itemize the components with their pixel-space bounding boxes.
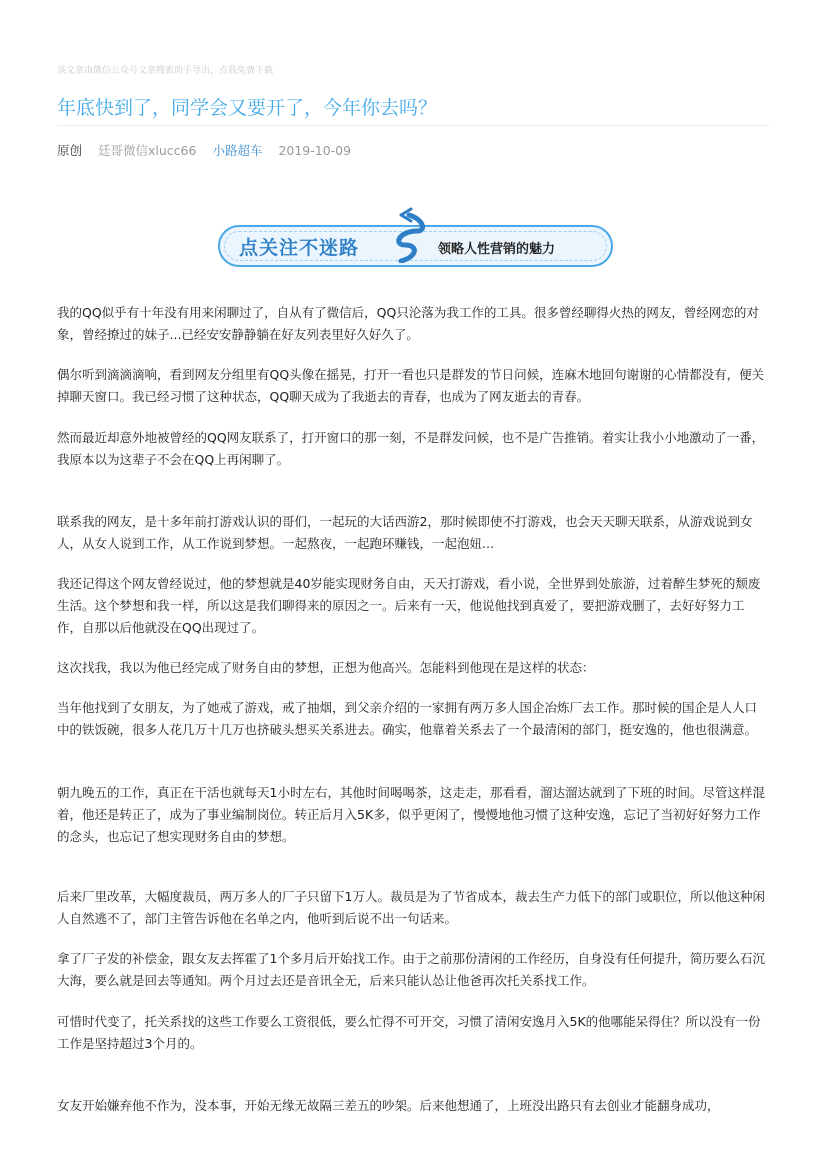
paragraph: 联系我的网友，是十多年前打游戏认识的哥们，一起玩的大话西游2，那时候即使不打游戏，也会天天聊天联系，从游戏说到女人，从女人说到工作，从工作说到梦想。一起熬夜，一起跑环赚钱，一起泡妞...	[57, 514, 753, 551]
paragraph: 可惜时代变了，托关系找的这些工作要么工资很低，要么忙得不可开交，习惯了清闲安逸月入5K的他哪能呆得住？所以没有一份工作是坚持超过3个月的。	[57, 1014, 761, 1051]
title-divider	[57, 125, 769, 126]
paragraph: 偶尔听到滴滴滴响，看到网友分组里有QQ头像在摇晃，打开一看也只是群发的节日问候，连麻木地回句谢谢的心情都没有，便关掉聊天窗口。我已经习惯了这种状态，QQ聊天成为了我逝去的青春，也成为了网友逝去的青春。	[57, 367, 765, 404]
publish-date: 2019-10-09	[278, 143, 352, 158]
original-badge: 原创	[57, 143, 83, 158]
paragraph: 然而最近却意外地被曾经的QQ网友联系了，打开窗口的那一刻，不是群发问候，也不是广告推销。着实让我小小地激动了一番，我原本以为这辈子不会在QQ上再闲聊了。	[57, 430, 765, 467]
paragraph: 朝九晚五的工作，真正在干活也就每天1小时左右，其他时间喝喝茶，这走走，那看看，溜达溜达就到了下班的时间。尽管这样混着，他还是转正了，成为了事业编制岗位。转正后月入5K多，似乎更闲了，慢慢地他习惯了这种安逸，忘记了当初好好努力工作的念头，也忘记了想实现财务自由的梦想。	[57, 785, 765, 844]
follow-banner	[218, 207, 615, 269]
banner-follow-text: 点关注不迷路	[239, 237, 360, 259]
paragraph: 我还记得这个网友曾经说过，他的梦想就是40岁能实现财务自由，天天打游戏，看小说，全世界到处旅游，过着醉生梦死的颓废生活。这个梦想和我一样，所以这是我们聊得来的原因之一。后来有一天，他说他找到真爱了，要把游戏删了，去好好努力工作，自那以后他就没在QQ出现过了。	[57, 576, 761, 635]
export-notice-link[interactable]: 该文章由微信公众号文章搜索助手导出，点我免费下载	[57, 66, 274, 76]
account-link[interactable]: 小路超车	[212, 143, 263, 158]
curly-arrow-icon	[383, 207, 433, 263]
paragraph: 当年他找到了女朋友，为了她戒了游戏，戒了抽烟，到父亲介绍的一家拥有两万多人国企冶炼厂去工作。那时候的国企是人人口中的铁饭碗，很多人花几万十几万也挤破头想买关系进去。确实，他靠着关系去了一个最清闲的部门，挺安逸的，他也很满意。	[57, 700, 758, 737]
paragraph: 拿了厂子发的补偿金，跟女友去挥霍了1个多月后开始找工作。由于之前那份清闲的工作经历，自身没有任何提升，简历要么石沉大海，要么就是回去等通知。两个月过去还是音讯全无，后来只能认怂让他爸再次托关系找工作。	[57, 951, 765, 988]
paragraph: 女友开始嫌弃他不作为，没本事，开始无缘无故隔三差五的吵架。后来他想通了，上班没出路只有去创业才能翻身成功，	[57, 1098, 720, 1113]
article-meta	[57, 141, 363, 159]
paragraph: 后来厂里改革，大幅度裁员，两万多人的厂子只留下1万人。裁员是为了节省成本，裁去生产力低下的部门或职位，所以他这种闲人自然逃不了，部门主管告诉他在名单之内，他听到后说不出一句话来。	[57, 889, 765, 926]
article-title: 年底快到了，同学会又要开了，今年你去吗？	[57, 97, 438, 119]
paragraph: 我的QQ似乎有十年没有用来闲聊过了，自从有了微信后，QQ只沦落为我工作的工具。很多曾经聊得火热的网友，曾经网恋的对象，曾经撩过的妹子...已经安安静静躺在好友列表里好久好久了。	[57, 305, 759, 342]
banner-tagline: 领略人性营销的魅力	[438, 242, 556, 257]
author-name: 廷哥微信xlucc66	[98, 143, 197, 158]
paragraph: 这次找我，我以为他已经完成了财务自由的梦想，正想为他高兴。怎能料到他现在是这样的状态：	[57, 660, 595, 675]
